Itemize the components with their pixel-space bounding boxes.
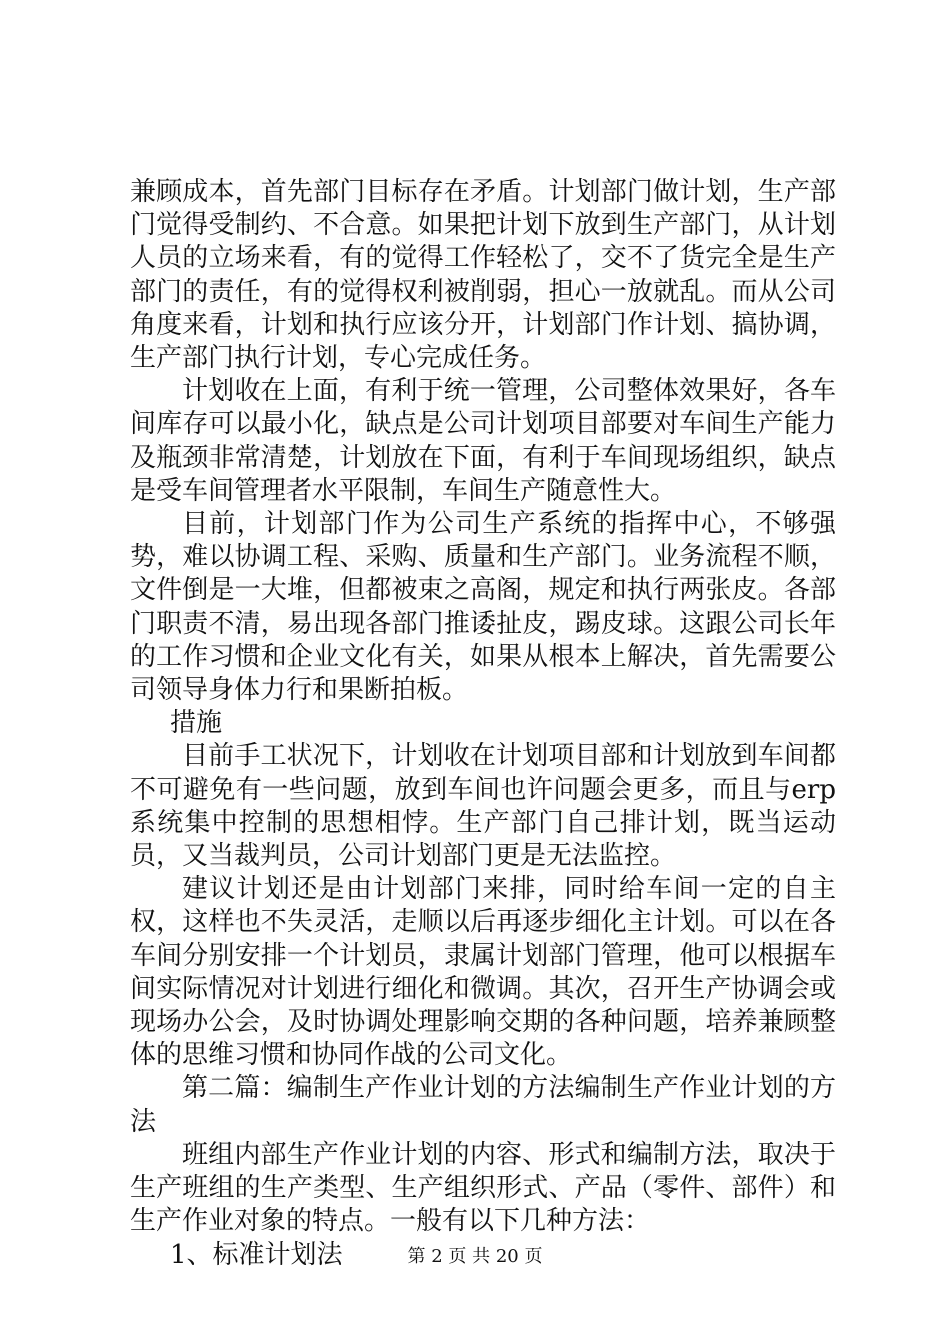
- document-body: [130, 176, 836, 1272]
- paragraph-team-plan: 班组内部生产作业计划的内容、形式和编制方法，取决于生产班组的生产类型、生产组织形式、产品（零件、部件）和生产作业对象的特点。一般有以下几种方法：: [130, 1139, 836, 1237]
- paragraph-continuation: 兼顾成本，首先部门目标存在矛盾。计划部门做计划，生产部门觉得受制约、不合意。如果把计划下放到生产部门，从计划人员的立场来看，有的觉得工作轻松了，交不了货完全是生产部门的责任，有的觉得权利被削弱，担心一放就乱。而从公司角度来看，计划和执行应该分开，计划部门作计划、搞协调，生产部门执行计划，专心完成任务。: [130, 177, 836, 374]
- section-heading-measures: 措施: [170, 708, 223, 739]
- page-footer: 第 2 页 共 20 页: [407, 1246, 543, 1267]
- paragraph-suggestion: 建议计划还是由计划部门来排，同时给车间一定的自主权，这样也不失灵活，走顺以后再逐步细化主计划。可以在各车间分别安排一个计划员，隶属计划部门管理，他可以根据车间实际情况对计划进行细化和微调。其次，召开生产协调会或现场办公会，及时协调处理影响交期的各种问题，培养兼顾整体的思维习惯和协同作战的公司文化。: [130, 874, 836, 1071]
- list-item-standard-plan: 1、标准计划法: [170, 1239, 343, 1270]
- paragraph-plan-centralized: 计划收在上面，有利于统一管理，公司整体效果好，各车间库存可以最小化，缺点是公司计划项目部要对车间生产能力及瓶颈非常清楚，计划放在下面，有利于车间现场组织，缺点是受车间管理者水平限制，车间生产随意性大。: [130, 376, 836, 506]
- paragraph-manual-status: 目前手工状况下，计划收在计划项目部和计划放到车间都不可避免有一些问题，放到车间也许问题会更多，而且与erp系统集中控制的思想相悖。生产部门自己排计划，既当运动员，又当裁判员，公司计划部门更是无法监控。: [130, 741, 836, 872]
- chapter-heading-second: 第二篇：编制生产作业计划的方法编制生产作业计划的方法: [130, 1073, 836, 1137]
- paragraph-current-situation: 目前，计划部门作为公司生产系统的指挥中心，不够强势，难以协调工程、采购、质量和生产部门。业务流程不顺，文件倒是一大堆，但都被束之高阁，规定和执行两张皮。各部门职责不清，易出现各部门推诿扯皮，踢皮球。这跟公司长年的工作习惯和企业文化有关，如果从根本上解决，首先需要公司领导身体力行和果断拍板。: [130, 509, 836, 706]
